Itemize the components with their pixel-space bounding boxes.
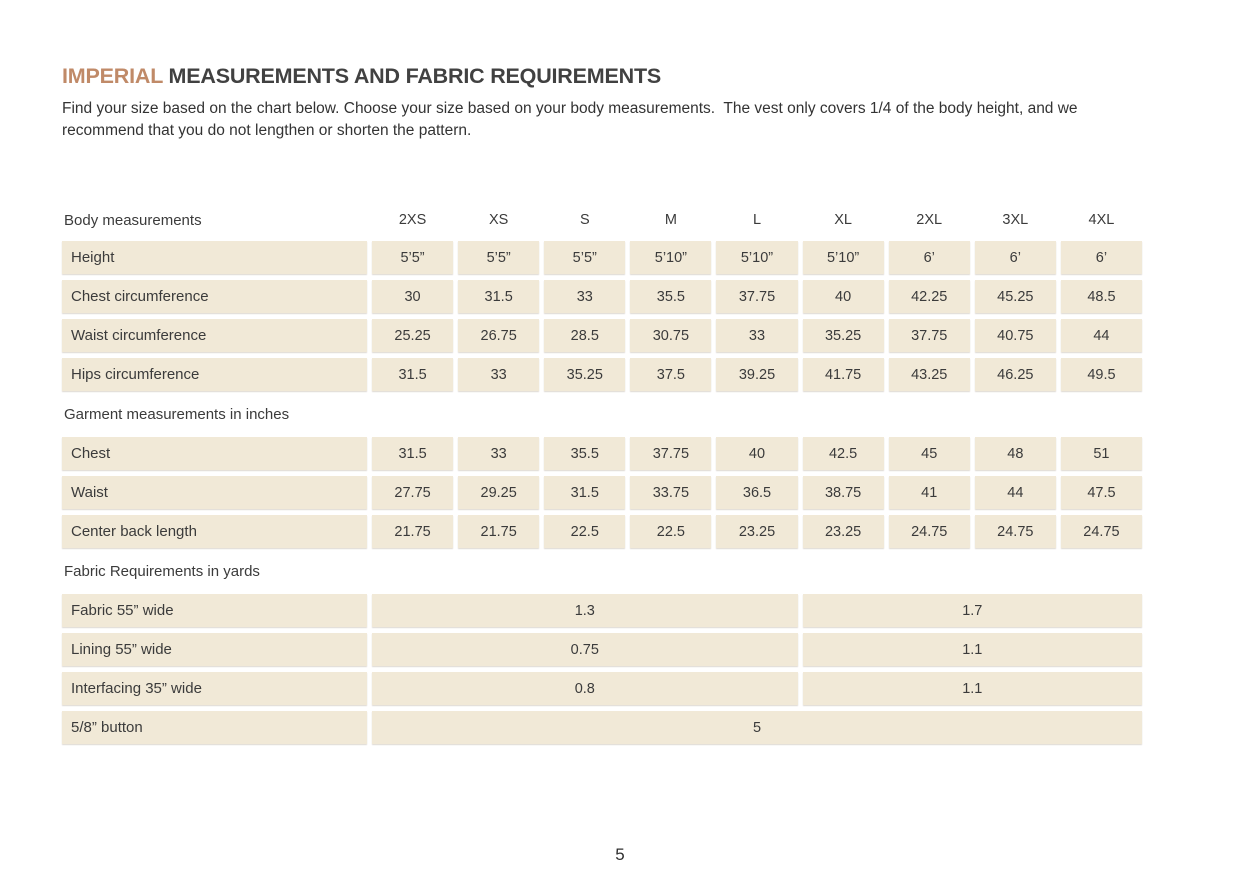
row-label: Center back length: [62, 515, 367, 548]
value-cell: 30.75: [630, 319, 711, 352]
value-cell: 31.5: [372, 437, 453, 470]
size-column-header: M: [664, 212, 677, 228]
row-label: Interfacing 35” wide: [62, 672, 367, 705]
value-cell: 44: [975, 476, 1056, 509]
value-cell: 42.25: [889, 280, 970, 313]
value-cell: 0.8: [372, 672, 798, 705]
value-cell: 22.5: [630, 515, 711, 548]
value-cell: 37.75: [630, 437, 711, 470]
value-cell: 42.5: [803, 437, 884, 470]
value-cell: 35.5: [544, 437, 625, 470]
value-cell: 22.5: [544, 515, 625, 548]
value-cell: 31.5: [372, 358, 453, 391]
value-cell: 43.25: [889, 358, 970, 391]
row-label: Waist: [62, 476, 367, 509]
value-cell: 5’5”: [544, 241, 625, 274]
value-cell: 28.5: [544, 319, 625, 352]
page-number: 5: [615, 845, 625, 864]
size-column-header: S: [579, 212, 590, 228]
value-cell: 5’10”: [716, 241, 797, 274]
value-cell: 40: [716, 437, 797, 470]
row-label: 5/8” button: [62, 711, 367, 744]
value-cell: 0.75: [372, 633, 798, 666]
row-label: Chest circumference: [62, 280, 367, 313]
value-cell: 5’5”: [458, 241, 539, 274]
value-cell: 35.25: [544, 358, 625, 391]
value-cell: 33: [458, 358, 539, 391]
value-cell: 39.25: [716, 358, 797, 391]
value-cell: 41: [889, 476, 970, 509]
value-cell: 33: [458, 437, 539, 470]
value-cell: 26.75: [458, 319, 539, 352]
value-cell: 44: [1061, 319, 1142, 352]
value-cell: 24.75: [975, 515, 1056, 548]
value-cell: 5’10”: [630, 241, 711, 274]
value-cell: 45.25: [975, 280, 1056, 313]
value-cell: 37.75: [889, 319, 970, 352]
row-label: Lining 55” wide: [62, 633, 367, 666]
section-label: Body measurements: [64, 211, 202, 229]
value-cell: 1.1: [803, 633, 1142, 666]
title-text: MEASUREMENTS AND FABRIC REQUIREMENTS: [162, 64, 662, 88]
value-cell: 49.5: [1061, 358, 1142, 391]
value-cell: 25.25: [372, 319, 453, 352]
value-cell: 41.75: [803, 358, 884, 391]
size-column-header: 4XL: [1088, 212, 1115, 228]
section-label: Garment measurements in inches: [64, 405, 290, 423]
value-cell: 37.5: [630, 358, 711, 391]
row-label: Hips circumference: [62, 358, 367, 391]
value-cell: 6’: [1061, 241, 1142, 274]
intro-text: Find your size based on the chart below. Choose your size based on your body measurements. The vest only covers 1/4 of the body height, and we recommend that you do not lengthen or shorten the pattern.: [62, 100, 1082, 139]
value-cell: 21.75: [458, 515, 539, 548]
value-cell: 6’: [975, 241, 1056, 274]
value-cell: 30: [372, 280, 453, 313]
value-cell: 1.3: [372, 594, 798, 627]
value-cell: 5’5”: [372, 241, 453, 274]
value-cell: 40.75: [975, 319, 1056, 352]
size-column-header: 2XL: [916, 212, 943, 228]
value-cell: 33: [544, 280, 625, 313]
value-cell: 31.5: [458, 280, 539, 313]
value-cell: 46.25: [975, 358, 1056, 391]
value-cell: 23.25: [803, 515, 884, 548]
measurement-table: [62, 205, 1142, 744]
value-cell: 33: [716, 319, 797, 352]
row-label: Height: [62, 241, 367, 274]
size-column-header: XS: [488, 212, 509, 228]
value-cell: 27.75: [372, 476, 453, 509]
size-column-header: 2XS: [398, 212, 427, 228]
page-title: [62, 64, 1142, 89]
value-cell: 33.75: [630, 476, 711, 509]
value-cell: 24.75: [889, 515, 970, 548]
value-cell: 21.75: [372, 515, 453, 548]
value-cell: 45: [889, 437, 970, 470]
value-cell: 29.25: [458, 476, 539, 509]
value-cell: 5: [372, 711, 1142, 744]
value-cell: 5’10”: [803, 241, 884, 274]
value-cell: 35.25: [803, 319, 884, 352]
value-cell: 1.1: [803, 672, 1142, 705]
value-cell: 38.75: [803, 476, 884, 509]
size-column-header: XL: [834, 212, 852, 228]
size-column-header: L: [752, 212, 762, 228]
row-label: Waist circumference: [62, 319, 367, 352]
value-cell: 6’: [889, 241, 970, 274]
size-column-header: 3XL: [1002, 212, 1029, 228]
value-cell: 48.5: [1061, 280, 1142, 313]
value-cell: 51: [1061, 437, 1142, 470]
title-accent: IMPERIAL: [62, 64, 163, 88]
row-label: Fabric 55” wide: [62, 594, 367, 627]
value-cell: 40: [803, 280, 884, 313]
value-cell: 1.7: [803, 594, 1142, 627]
row-label: Chest: [62, 437, 367, 470]
value-cell: 23.25: [716, 515, 797, 548]
value-cell: 31.5: [544, 476, 625, 509]
value-cell: 47.5: [1061, 476, 1142, 509]
value-cell: 35.5: [630, 280, 711, 313]
value-cell: 37.75: [716, 280, 797, 313]
value-cell: 24.75: [1061, 515, 1142, 548]
section-label: Fabric Requirements in yards: [64, 562, 260, 580]
value-cell: 48: [975, 437, 1056, 470]
value-cell: 36.5: [716, 476, 797, 509]
